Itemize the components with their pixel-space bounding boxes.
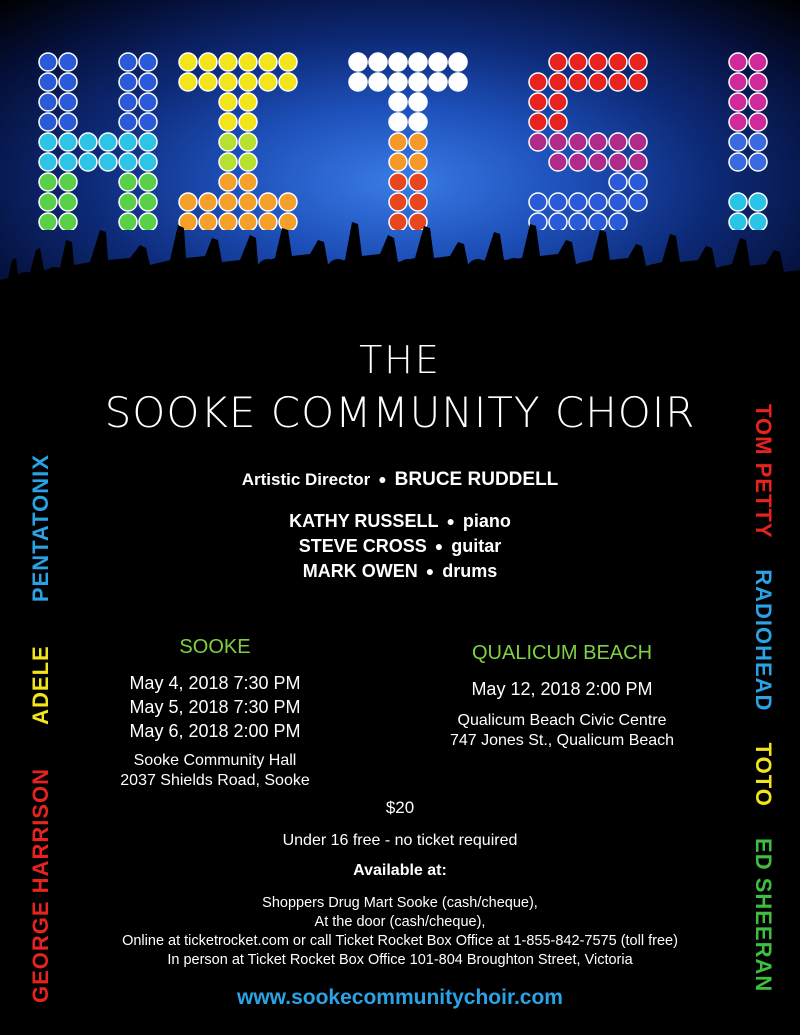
logo-dot <box>239 133 257 151</box>
logo-dot <box>549 93 567 111</box>
logo-dot <box>609 173 627 191</box>
logo-dot <box>609 53 627 71</box>
date-list <box>95 671 335 743</box>
venue-qualicum <box>412 642 712 751</box>
logo-dot <box>119 73 137 91</box>
hits-logo <box>0 40 800 230</box>
logo-dot <box>59 73 77 91</box>
title-the: THE <box>359 338 441 382</box>
logo-dot <box>139 153 157 171</box>
venue-sooke <box>95 636 335 791</box>
logo-dot <box>389 93 407 111</box>
logo-dot <box>259 53 277 71</box>
logo-dot <box>529 133 547 151</box>
logo-dot <box>749 153 767 171</box>
logo-dot <box>239 93 257 111</box>
logo-dot <box>119 193 137 211</box>
logo-dot <box>369 53 387 71</box>
venue-place: Sooke Community Hall <box>133 752 297 769</box>
logo-dot <box>569 53 587 71</box>
artist-george-harrison: GEORGE HARRISON <box>28 767 53 1003</box>
date-line: May 4, 2018 7:30 PM <box>129 673 301 693</box>
venue-title: QUALICUM BEACH <box>471 642 653 664</box>
musician-row: MARK OWEN ● drums <box>302 561 498 581</box>
logo-dot <box>219 93 237 111</box>
location-line: Shoppers Drug Mart Sooke (cash/cheque), <box>262 895 538 911</box>
logo-dot <box>749 53 767 71</box>
artist-pentatonix: PENTATONIX <box>28 454 53 603</box>
logo-dot <box>139 173 157 191</box>
logo-dot <box>749 93 767 111</box>
logo-dot <box>279 53 297 71</box>
artist-list-right <box>750 404 776 992</box>
artist-radiohead: RADIOHEAD <box>751 569 776 712</box>
logo-dot <box>139 193 157 211</box>
ticket-price: $20 <box>385 798 415 817</box>
logo-dot <box>349 73 367 91</box>
logo-dot <box>239 113 257 131</box>
logo-dot <box>609 153 627 171</box>
website-link[interactable]: www.sookecommunitychoir.com <box>237 986 563 1009</box>
logo-dot <box>629 133 647 151</box>
artist-toto: TOTO <box>751 742 776 807</box>
venue-address: 2037 Shields Road, Sooke <box>120 772 310 789</box>
musician-name: STEVE CROSS <box>298 536 427 556</box>
musician-role: drums <box>442 561 498 581</box>
hero-banner <box>0 0 800 330</box>
logo-dot <box>239 153 257 171</box>
logo-dot <box>549 73 567 91</box>
logo-dot <box>119 93 137 111</box>
logo-dot <box>59 93 77 111</box>
logo-dot <box>549 113 567 131</box>
logo-dot <box>449 73 467 91</box>
location-line: In person at Ticket Rocket Box Office 101-804 Broughton Street, Victoria <box>167 952 633 968</box>
logo-dot <box>59 193 77 211</box>
date-line: May 6, 2018 2:00 PM <box>129 721 301 741</box>
logo-dot <box>349 53 367 71</box>
logo-dot <box>119 173 137 191</box>
logo-dot <box>139 113 157 131</box>
date-line: May 12, 2018 2:00 PM <box>471 679 653 699</box>
logo-dot <box>549 193 567 211</box>
logo-dot <box>199 53 217 71</box>
logo-dot <box>79 133 97 151</box>
logo-dot <box>409 173 427 191</box>
location-line: Online at ticketrocket.com or call Ticket Rocket Box Office at 1-855-842-7575 (toll free) <box>122 933 678 949</box>
logo-dot <box>389 73 407 91</box>
musician-row: STEVE CROSS ● guitar <box>298 536 502 556</box>
logo-dot <box>259 193 277 211</box>
logo-dot <box>529 73 547 91</box>
musician-role: guitar <box>451 536 502 556</box>
venue-place: Qualicum Beach Civic Centre <box>457 712 667 729</box>
logo-dot <box>629 173 647 191</box>
logo-dot <box>429 73 447 91</box>
artist-adele: ADELE <box>28 645 53 725</box>
logo-dot <box>589 53 607 71</box>
director-name: BRUCE RUDDELL <box>394 469 559 490</box>
logo-dot <box>39 93 57 111</box>
logo-dot <box>749 193 767 211</box>
logo-dot <box>729 73 747 91</box>
logo-dot <box>729 113 747 131</box>
logo-dot <box>609 73 627 91</box>
logo-dot <box>629 73 647 91</box>
logo-dot <box>39 133 57 151</box>
logo-dot <box>139 73 157 91</box>
musician-name: KATHY RUSSELL <box>289 511 439 531</box>
logo-dot <box>409 93 427 111</box>
logo-dot <box>219 113 237 131</box>
logo-dot <box>569 133 587 151</box>
logo-dot <box>569 193 587 211</box>
under-16-note: Under 16 free - no ticket required <box>282 832 518 849</box>
logo-dot <box>239 193 257 211</box>
logo-dot <box>529 93 547 111</box>
logo-dot <box>99 153 117 171</box>
logo-dot <box>119 113 137 131</box>
logo-dot <box>589 73 607 91</box>
choir-name: SOOKE COMMUNITY CHOIR <box>104 388 696 437</box>
musician-name: MARK OWEN <box>302 561 418 581</box>
venue-title: SOOKE <box>179 636 251 658</box>
logo-dot <box>239 73 257 91</box>
logo-dot <box>59 133 77 151</box>
logo-dot <box>749 73 767 91</box>
logo-dot <box>39 53 57 71</box>
ticket-locations <box>0 894 800 970</box>
logo-dot <box>729 133 747 151</box>
logo-dot <box>389 193 407 211</box>
logo-dot <box>589 133 607 151</box>
logo-dot <box>629 193 647 211</box>
logo-dot <box>529 113 547 131</box>
logo-dot <box>259 73 277 91</box>
logo-dot <box>119 133 137 151</box>
logo-dot <box>729 93 747 111</box>
logo-dot <box>179 53 197 71</box>
logo-dot <box>629 53 647 71</box>
logo-dot <box>39 193 57 211</box>
logo-dot <box>59 173 77 191</box>
logo-dot <box>219 73 237 91</box>
location-line: At the door (cash/cheque), <box>314 914 486 930</box>
logo-dot <box>409 53 427 71</box>
logo-dot <box>119 53 137 71</box>
logo-dot <box>389 113 407 131</box>
logo-dot <box>239 173 257 191</box>
logo-dot <box>549 53 567 71</box>
logo-dot <box>219 193 237 211</box>
logo-dot <box>589 153 607 171</box>
artist-tom-petty: TOM PETTY <box>751 404 776 539</box>
musician-row: KATHY RUSSELL ● piano <box>289 511 511 531</box>
logo-dot <box>749 113 767 131</box>
logo-dot <box>79 153 97 171</box>
logo-dot <box>39 113 57 131</box>
logo-dot <box>609 133 627 151</box>
logo-dot <box>409 153 427 171</box>
logo-dot <box>389 173 407 191</box>
logo-dot <box>179 73 197 91</box>
venue-address: 747 Jones St., Qualicum Beach <box>449 732 675 749</box>
logo-dot <box>139 53 157 71</box>
logo-dot <box>59 153 77 171</box>
crowd-silhouette <box>0 220 800 330</box>
logo-dot <box>139 133 157 151</box>
logo-dot <box>39 173 57 191</box>
logo-dot <box>389 153 407 171</box>
logo-dot <box>179 193 197 211</box>
logo-dot <box>199 193 217 211</box>
artist-ed-sheeran: ED SHEERAN <box>751 838 776 993</box>
logo-dot <box>749 133 767 151</box>
logo-dot <box>39 73 57 91</box>
logo-dot <box>369 73 387 91</box>
logo-dot <box>199 73 217 91</box>
logo-dot <box>409 113 427 131</box>
logo-dot <box>629 153 647 171</box>
logo-dot <box>409 133 427 151</box>
logo-dot <box>609 193 627 211</box>
artist-list-left <box>28 454 54 1003</box>
logo-dot <box>409 193 427 211</box>
logo-dot <box>59 113 77 131</box>
artistic-director-line <box>0 469 800 491</box>
logo-dot <box>279 193 297 211</box>
logo-dot <box>389 53 407 71</box>
logo-dot <box>589 193 607 211</box>
director-label: Artistic Director <box>241 470 371 489</box>
logo-dot <box>549 133 567 151</box>
logo-dot <box>409 73 427 91</box>
logo-dot <box>219 173 237 191</box>
musician-role: piano <box>462 511 511 531</box>
available-label: Available at: <box>353 862 447 879</box>
logo-dot <box>529 193 547 211</box>
date-line: May 5, 2018 7:30 PM <box>129 697 301 717</box>
logo-dot <box>549 153 567 171</box>
bullet: ● <box>378 471 387 487</box>
logo-dot <box>729 53 747 71</box>
logo-dot <box>569 153 587 171</box>
logo-dot <box>569 73 587 91</box>
logo-dot <box>219 53 237 71</box>
logo-dot <box>279 73 297 91</box>
logo-dot <box>59 53 77 71</box>
logo-dot <box>119 153 137 171</box>
logo-dot <box>219 133 237 151</box>
logo-dot <box>429 53 447 71</box>
logo-dot <box>729 193 747 211</box>
logo-dot <box>239 53 257 71</box>
logo-dot <box>389 133 407 151</box>
logo-dot <box>99 133 117 151</box>
logo-dot <box>729 153 747 171</box>
logo-dot <box>139 93 157 111</box>
logo-dot <box>219 153 237 171</box>
logo-dot <box>449 53 467 71</box>
logo-dot <box>39 153 57 171</box>
